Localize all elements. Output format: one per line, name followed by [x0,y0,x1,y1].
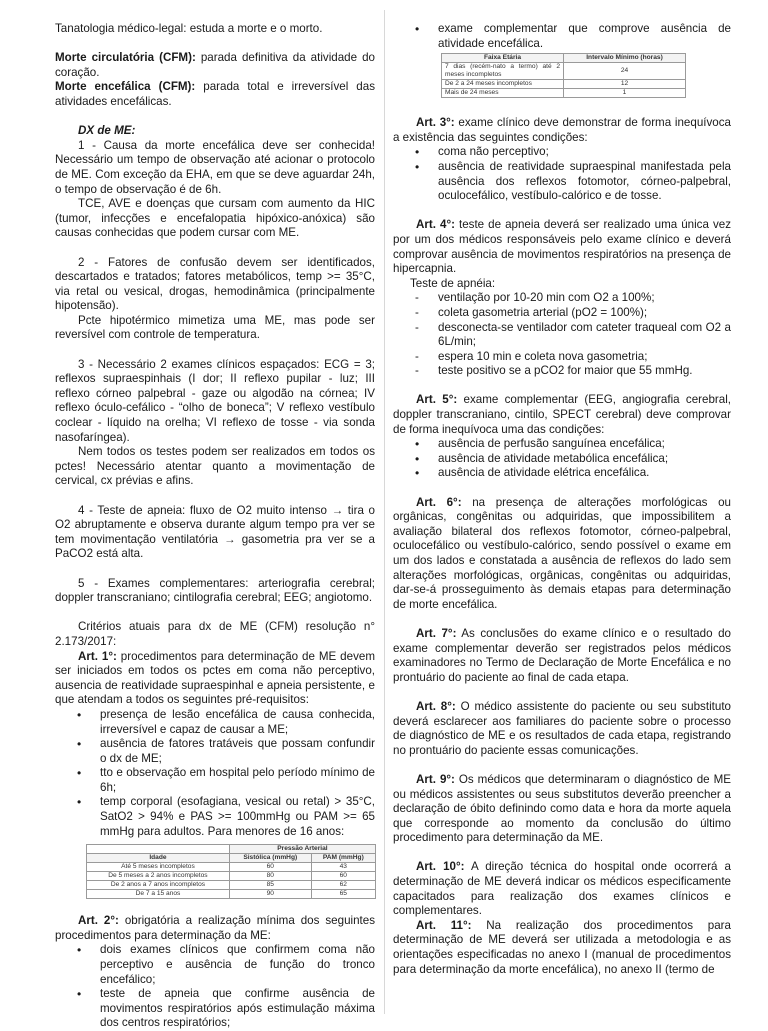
art5-text: exame complementar (EEG, angiografia cerebral, doppler transcraniano, cintilo, SPECT cerebral) deve comprovar de forma inequívoca uma das condições: [393,393,731,436]
table-header-row [87,854,376,863]
table-cell: 85 [229,881,311,890]
art5-list [393,437,731,481]
art8-paragraph [393,700,731,758]
column-header: PAM (mmHg) [311,854,375,863]
list-item: • coma não perceptivo; [393,145,731,160]
art4-text: teste de apneia deverá ser realizado uma única vez por um dos médicos responsáveis pelo exame clínico e deverá comprovar ausência de movimentos respiratórios na presença de hipercapnia. [393,218,731,276]
art2-paragraph [55,914,375,943]
dx-heading: DX de ME: [78,124,136,138]
art8-text: O médico assistente do paciente ou seu substituto deverá esclarecer aos familiares do paciente sobre o processo de diagnóstico de ME e os resultados de cada etapa, registrando no prontuário do paciente essas comunicações. [393,699,731,757]
art11-paragraph [393,919,731,977]
list-item: - desconecta-se ventilador com cateter traqueal com O2 a 6L/min; [393,321,731,350]
dx5-paragraph: 5 - Exames complementares: arteriografia cerebral; doppler transcraniano; cintilografia cerebral; EEG; angiotomo. [55,576,375,605]
list-item: - coleta gasometria arterial (pO2 = 100%); [393,306,731,321]
table-row [87,872,376,881]
table-cell: 43 [311,863,375,872]
art5-label: Art. 5°: [416,393,458,407]
apneia-steps-list [393,291,731,379]
art6-paragraph [393,496,731,613]
table-cell: 80 [229,872,311,881]
art3-list [393,145,731,203]
list-item: • ausência de perfusão sanguínea encefálica; [393,437,731,452]
art2-list [55,943,375,1031]
list-item: • ausência de atividade elétrica encefálica. [393,466,731,481]
list-item: - espera 10 min e coleta nova gasometria; [393,350,731,365]
table-cell: Até 5 meses incompletos [87,863,230,872]
art7-text: As conclusões do exame clínico e o resultado do exame complementar deverão ser registrados pelos médicos examinadores no Termo de Declaração de Morte Encefálica e no prontuário do paciente ao final de cada etapa. [393,626,731,684]
art3-text: exame clínico deve demonstrar de forma inequívoca a existência das seguintes condições: [393,116,731,144]
art6-text: na presença de alterações morfológicas ou orgânicas, congênitas ou adquiridas, que impossibilitem a avaliação bilateral dos reflexos fotomotor, córneo-palpebral, oculocefálico ou vestíbulo-calórico, sendo possível o exame em um dos lados e constatada a ausência de reflexos do lado sem alterações morfológicas, orgânicas, congênitas ou adquiridas, dar-se-á prosseguimento às demais etapas para determinação de morte encefálica. [393,495,731,611]
list-item: - teste positivo se a pCO2 for maior que 55 mmHg. [393,364,731,379]
column-header: Intervalo Mínimo (horas) [564,54,686,63]
table-cell: 12 [564,80,686,89]
column-header: Sistólica (mmHg) [229,854,311,863]
table-cell: Mais de 24 meses [442,89,564,98]
art10-label: Art. 10°: [416,860,465,874]
intro-paragraph: Tanatologia médico-legal: estuda a morte e o morto. [55,22,323,35]
list-item: • ausência de atividade metabólica encefálica; [393,452,731,467]
table-cell: 24 [564,63,686,80]
art4-paragraph [393,218,731,276]
list-item: • ausência de fatores tratáveis que possam confundir o dx de ME; [55,737,375,766]
morte-circulatoria-paragraph [55,51,375,80]
column-divider [384,10,385,1014]
table-cell: De 7 a 15 anos [87,890,230,899]
art7-label: Art. 7°: [416,626,457,640]
art10-paragraph [393,860,731,918]
table-row [442,63,686,80]
art2-label: Art. 2°: [78,914,119,928]
art3-label: Art. 3°: [416,116,455,130]
art11-label: Art. 11°: [416,918,472,932]
interval-table [441,53,686,98]
table-header-row [442,54,686,63]
pressure-table [86,844,376,899]
table-cell: 62 [311,881,375,890]
table-row [87,890,376,899]
table-cell: 90 [229,890,311,899]
list-item: - ventilação por 10-20 min com O2 a 100%; [393,291,731,306]
dx1-paragraph: 1 - Causa da morte encefálica deve ser conhecida! Necessário um tempo de observação até acionar o protocolo de ME. Com exceção da EHA, em que se deve aguardar 24h, o tempo de observação é de 6h. [55,138,375,196]
pressure-group-header: Pressão Arterial [229,845,375,854]
dx4-paragraph: 4 - Teste de apneia: fluxo de O2 muito intenso → tira o O2 abruptamente e observa durante algum tempo pra ver se tem movimentação ventilatória → gasometria pra ver se a PaCO2 está alta. [55,503,375,561]
dx3-note-paragraph: Nem todos os testes podem ser realizados em todos os pctes! Necessário atentar quanto a movimentação de cervical, cx prévias e afins. [55,445,375,488]
art4-label: Art. 4°: [416,218,455,232]
list-item: • presença de lesão encefálica de causa conhecida, irreversível e capaz de causar a ME; [55,708,375,737]
art1-text: procedimentos para determinação de ME devem ser iniciados em todos os pctes em coma não perceptivo, ausencia de reatividade supraespinhal e apneia persistente, e que atendam a todos os seguintes pré-requisitos: [55,649,375,707]
table-cell: 60 [311,872,375,881]
art1-paragraph [55,650,375,708]
art2-continued-list [393,22,731,51]
table-cell: 1 [564,89,686,98]
table-cell: De 2 anos a 7 anos incompletos [87,881,230,890]
table-row [87,863,376,872]
morte-circulatoria-label: Morte circulatória (CFM): [55,51,196,65]
art7-paragraph [393,627,731,685]
morte-encefalica-label: Morte encefálica (CFM): [55,80,196,94]
list-item: • teste de apneia que confirme ausência de movimentos respiratórios após estimulação máxima dos centros respiratórios; [55,987,375,1031]
apneia-title: Teste de apnéia: [410,276,496,290]
list-item: • exame complementar que comprove ausência de atividade encefálica. [393,22,731,51]
table-cell: De 5 meses a 2 anos incompletos [87,872,230,881]
art11-text: Na realização dos procedimentos para determinação de ME deverá ser utilizada a metodologia e as orientações especificadas no anexo I (manual de procedimentos para determinação da morte encefálica), no anexo II (termo de [393,918,731,976]
table-cell: 60 [229,863,311,872]
criterios-paragraph: Critérios atuais para dx de ME (CFM) resolução n° 2.173/2017: [55,620,375,648]
list-item: • ausência de reatividade supraespinal manifestada pela ausência dos reflexos fotomotor, córneo-palpebral, oculocefálico, vestíbulo-calórico e de tosse. [393,160,731,204]
art9-paragraph [393,773,731,846]
column-header: Idade [87,854,230,863]
dx3-paragraph: 3 - Necessário 2 exames clínicos espaçados: ECG = 3; reflexos supraespinhais (I dor; II reflexo pupilar - luz; III reflexo córneo palpebral - gaze ou algodão na córnea; IV reflexo óculo-cefálico - “olho de boneca”; V reflexo vestíbulo coclear - líquido na orelha; VI reflexo de tosse - via sonda nasofaríngea). [55,357,375,444]
table-cell: 65 [311,890,375,899]
art2-text: obrigatória a realização mínima dos seguintes procedimentos para determinação da ME: [55,914,376,942]
art9-text: Os médicos que determinaram o diagnóstico de ME ou médicos assistentes ou seus substitutos deverão preencher a declaração de óbito definindo como data e hora da morte aquela que corresponde ao momento da conclusão do último procedimento para determinação da ME. [393,772,731,845]
table-row [87,881,376,890]
art1-label: Art. 1°: [78,649,117,663]
morte-encefalica-paragraph [55,80,375,109]
art1-list [55,708,375,839]
table-cell: De 2 a 24 meses incompletos [442,80,564,89]
art9-label: Art. 9°: [416,772,455,786]
dx2-paragraph: 2 - Fatores de confusão devem ser identificados, descartados e tratados; fatores metabólicos, temp >= 35°C, via retal ou vesical, drogas, hemodinâmica (principalmente hipotensão). [55,255,375,313]
left-column [55,22,375,1031]
art8-label: Art. 8°: [416,699,456,713]
table-row [442,89,686,98]
right-column [393,22,731,977]
morte-circulatoria-text: parada definitiva da atividade do coração. [55,51,375,79]
column-header: Faixa Etária [442,54,564,63]
table-row [442,80,686,89]
morte-encefalica-text: parada total e irreversível das atividades encefálicas. [55,80,375,108]
list-item: • tto e observação em hospital pelo período mínimo de 6h; [55,766,375,795]
art10-text: A direção técnica do hospital onde ocorrerá a determinação de ME deverá indicar os médicos especificamente capacitados para realização dos exames clínicos e complementares. [393,860,731,918]
art6-label: Art. 6°: [416,495,462,509]
table-cell: 7 dias (recém-nato a termo) até 2 meses incompletos [442,63,564,80]
dx2-hypothermia-paragraph: Pcte hipotérmico mimetiza uma ME, mas pode ser reversível com controle de temperatura. [55,313,375,342]
art5-paragraph [393,393,731,437]
table-header-row [87,845,376,854]
art3-paragraph [393,116,731,145]
list-item: • temp corporal (esofagiana, vesical ou retal) > 35°C, SatO2 > 94% e PAS >= 100mmHg ou PAM >= 65 mmHg para adultos. Para menores de 16 anos: [55,795,375,839]
list-item: • dois exames clínicos que confirmem coma não perceptivo e ausência de função do tronco encefálico; [55,943,375,987]
dx1-causes-paragraph: TCE, AVE e doenças que cursam com aumento da HIC (tumor, infecções e encefalopatia hipóxico-anóxica) são causas conhecidas que podem cursar com ME. [55,197,375,240]
